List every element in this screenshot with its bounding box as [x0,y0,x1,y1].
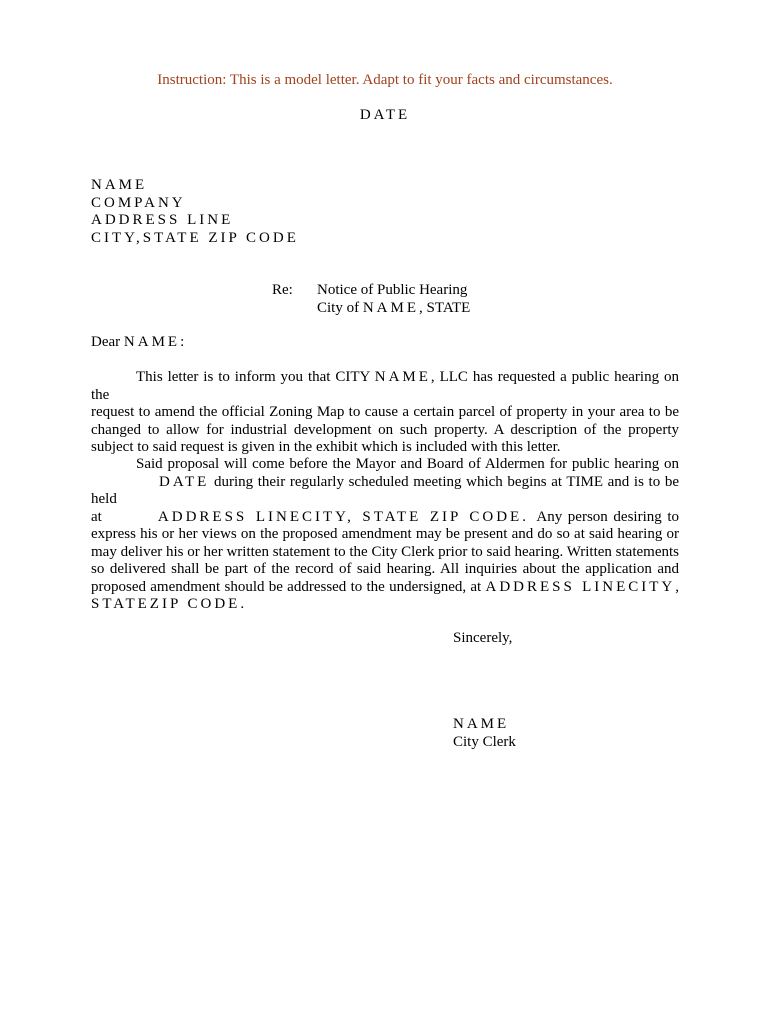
paragraph-line: at ADDRESS LINECITY, STATE ZIP CODE. Any person desiring to [91,508,680,525]
recipient-address [91,177,299,247]
paragraph-line: STATEZIP CODE. [91,596,245,612]
paragraph-line: express his or her views on the proposed amendment may be present and do so at said hearing or [91,526,679,542]
body-paragraph-2 [91,456,679,614]
recipient-company: COMPANY [91,194,186,211]
body-paragraph-1 [91,369,679,457]
paragraph-line: This letter is to inform you that CITY NAME, LLC has requested a public hearing on the [91,369,679,403]
closing: Sincerely, [453,630,513,646]
subject-line-1: Notice of Public Hearing [317,282,468,298]
instruction-note: Instruction: This is a model letter. Adapt to fit your facts and circumstances. [157,72,613,88]
letter-date: DATE [359,107,411,123]
paragraph-line: subject to said request is given in the exhibit which is included with this letter. [91,439,561,455]
signature-block [453,716,516,751]
paragraph-line: request to amend the official Zoning Map to cause a certain parcel of property in your area to be [91,404,679,420]
subject-line-2: City of NAME, STATE [317,299,471,316]
paragraph-line: proposed amendment should be addressed to the undersigned, at ADDRESS LINECITY, [91,578,680,595]
signer-title: City Clerk [453,733,516,750]
signer-name: NAME [453,716,510,732]
recipient-address-line: ADDRESS LINE [91,212,234,228]
paragraph-line: changed to allow for industrial development on such property. A description of the property [91,421,679,438]
salutation: Dear NAME: [91,334,185,350]
paragraph-line: Said proposal will come before the Mayor and Board of Aldermen for public hearing on [136,456,679,472]
paragraph-line: so delivered shall be part of the record of said hearing. All inquiries about the application and [91,561,679,577]
recipient-city-state-zip: CITY,STATE ZIP CODE [91,229,299,246]
paragraph-line: may deliver his or her written statement to the City Clerk prior to said hearing. Written statements [91,543,679,560]
paragraph-line: DATE during their regularly scheduled meeting which begins at TIME and is to be held [91,473,679,507]
subject-label: Re: [272,282,293,298]
recipient-name: NAME [91,177,148,193]
